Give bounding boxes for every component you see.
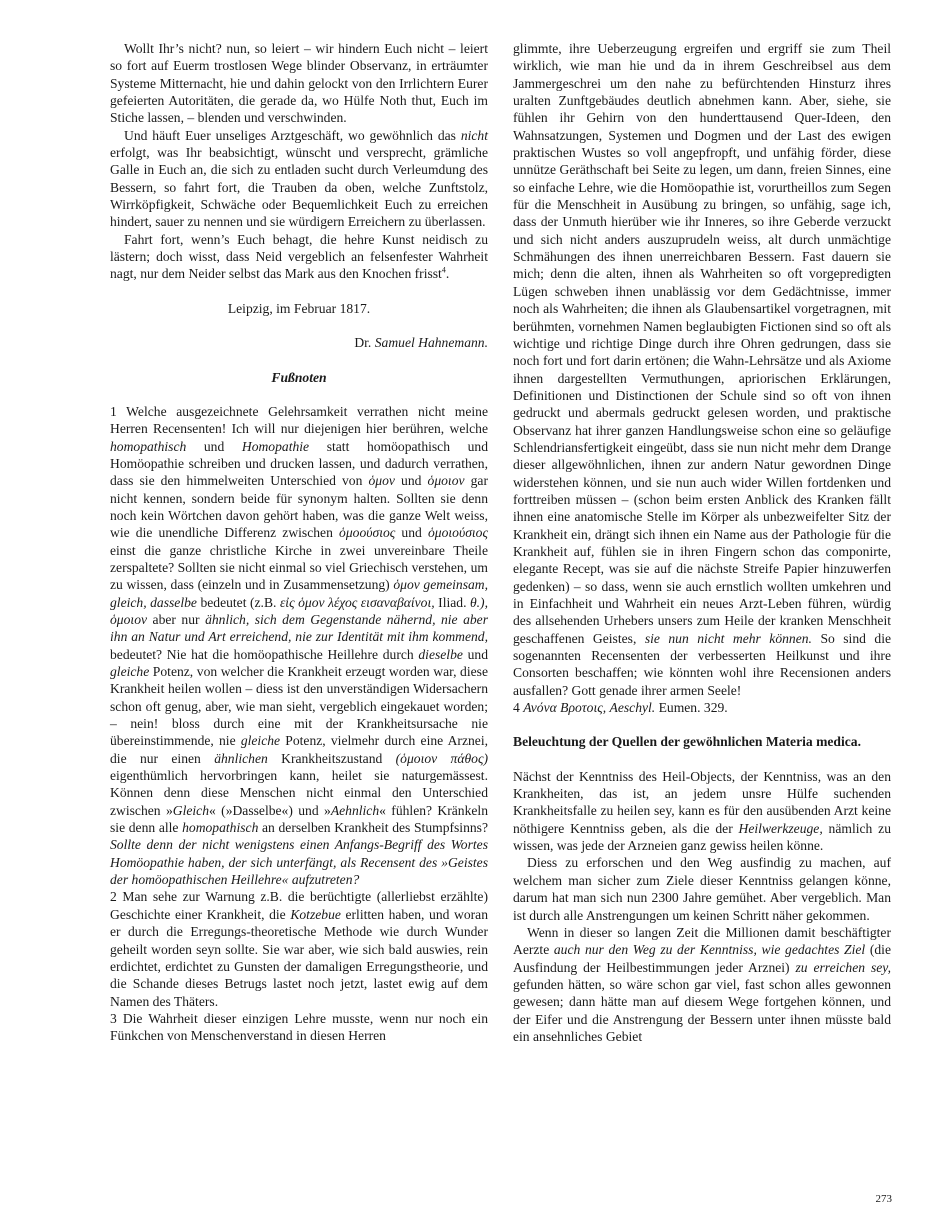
signature: Dr. Samuel Hahnemann. [354,335,488,351]
section-heading: Beleuchtung der Quellen der gewöhnlichen Materia medica. [513,734,862,750]
footnote-4: 4 Ανόνα Βροτοις, Aeschyl. Eumen. 329. [513,700,728,716]
paragraph: Wenn in dieser so langen Zeit die Millionen damit beschäftigter Aerzte auch nur den Weg zu der Kenntniss, wie gedachtes Ziel (die Ausfindung der Heilbestimmungen jeder Arznei) zu erreichen sey, gefunden hätten, so wäre schon gar viel, fast schon alles gewonnen gewesen; dann hätte man auf diesem Wege fortgehen können, und der Eifer und die Anstrengung der Bessern unter ihnen müsste bald ein ansehnliches Gebiet [513,924,891,1044]
right-column [513,40,891,1045]
footnote-ref: 4 [441,265,446,275]
footnote-3-continued: glimmte, ihre Ueberzeugung ergreifen und ergriff sie zum Theil wirklich, wie man hie und da in ihrem Geschreibsel aus dem Jammergeschrei um den nahe zu befürchtenden Hinsturz ihres uralten Zunftgebäudes deutlich abnehmen kann. Aber, siehe, sie fühlen ihr Gehirn von den hunderttausend Quer-Ideen, den Wahnsatzungen, Systemen und Dogmen und der Last des ewigen praktischen Wustes so voll angepfropft, und unfähig förder, diese unnütze Geräthschaft bei Seite zu legen, um dann, freien Sinnes, eine so einfache Lehre, wie die Homöopathie ist, vorurtheillos zum Segen für die Menschheit in Ausübung zu bringen, so unfähig, sage ich, dass der Unmuth hierüber wie ihr Inneres, so ihre Geberde verzuckt und sich nicht anders auszuprudeln weiss, alt durch unmächtige Schmähungen des ihnen unerreichbaren Bessern. Fast dauern sie mich; denn die alten, ihnen als Wahrheiten so oft vorgepredigten Lügen schweben ihnen unablässig vor dem Gedächtnisse, immer noch als Wahrheiten; die ihnen als Glaubensartikel vorgetragnen, mit berühmten, vornehmen Namen beglaubigten Fictionen sind so oft als wichtige und richtige Dinge durch ihre Ohren gedrungen, dass sie noch fort und fort darin ertönen; die Wahn-Lehrsätze und als Axiome ihnen dargestellten Vermuthungen, apriorischen Erklärungen, Definitionen und Distinctionen der Schule sind so oft von ihnen gedruckt und abermals gedruckt gelesen worden, und praktische Observanz hat ihrer ganzen Handlungsweise schon eine so geläufige Schlendriansfertigkeit eingeübt, dass sie nun nicht mehr dem Drange dieser allgewöhnlichen, ihnen zur andern Natur gewordnen Dinge widerstehen können, und sie nun auch wider Willen fortdenken und forttreiben müssen – (schon beim ersten Anblick des Kranken fällt ihnen eine anatomische Stelle im Körper als unbezweifelter Sitz der Krankheit ein, drängt sich ihnen ein Name aus der Pathologie für die Krankheit auf, fühlen sie in ihren Fingern schon das componirte, elegante Recept, was sie auf die nächste Streife Papier hinzuwerfen gedenken) – so dass, wenn sie auch ernstlich wollten umkehren und in Einfachheit und Wahrheit ein neues Arzt-Leben führen, würdig des allsehenden Urhebers unsers zum Heile der kranken Menschheit geschaffenen Geistes, sie nun nicht mehr können. So sind die sogenannten Recensenten der verbesserten Heilkunst und ihre Consorten beschaffen; wie könnten wohl ihre Recensionen anders ausfallen? Gott genade ihrer armen Seele! [513,41,892,698]
footnotes-heading: Fußnoten [271,369,327,385]
paragraph: Fahrt fort, wenn’s Euch behagt, die hehre Kunst neidisch zu lästern; doch wisst, dass Neid vergeblich an felsenfester Wahrheit nagt, nur dem Neider selbst das Mark aus den Knochen frisst$^4$. [110,231,488,282]
footnote-2: 2 Man sehe zur Warnung z.B. die berüchtigte (allerliebst erzählte) Geschichte einer Krankheit, die Kotzebue erlitten haben, und woran er durch die Erregungs-theoretische Methode wie durch Wunder geheilt worden seyn sollte. Sie war aber, wie sich bald auswies, rein erdichtet, erdichtet zu Gunsten der damaligen Erregungstheorie, und die Schande dieses Betrugs lastet noch jetzt, lastet ewig auf dem Namen des Thäters. [110,889,489,1009]
left-column [110,40,488,1045]
page-number: 273 [875,1193,892,1205]
footnote-1: 1 Welche ausgezeichnete Gelehrsamkeit verrathen nicht meine Herren Recensenten! Ich will nur diejenigen hier berühren, welche homopathisch und Homopathie statt homöopathisch und Homöopathie schreiben und drucken lassen, und dadurch verrathen, dass sie den himmelweiten Unterschied von ὁμον und ὁμοιον gar nicht kennen, sondern beide für synonym halten. Sollten sie denn noch kein Wörtchen davon gehört haben, was die ganze Welt weiss, wie die unendliche Differenz zwischen ὁμοούσιος und ὁμοιούσιος einst die ganze christliche Kirche in zwei unvereinbare Theile zerspaltete? Sollten sie nicht einmal so viel Griechisch verstehen, um zu wissen, dass (einzeln und in Zusammensetzung) ὁμον gemeinsam, gleich, dasselbe bedeutet (z.B. εἰς ὁμον λέχος εισαναβαίνοι, Iliad. θ.), ὁμοιον aber nur ähnlich, sich dem Gegenstande nähernd, nie aber ihn an Natur und Art erreichend, nie zur Identität mit ihm kommend, bedeutet? Nie hat die homöopathische Heillehre durch dieselbe und gleiche Potenz, von welcher die Krankheit erzeugt worden war, diese Krankheit heilen wollen – diess ist den unverständigen Widersachern schon oft genug, aber, wie man sieht, vergeblich eingekauet worden; – nein! bloss durch eine mit der Krankheitsursache nie übereinstimmende, nie gleiche Potenz, vielmehr durch eine Arznei, die nur einen ähnlichen Krankheitszustand (ὁμοιον πάθος) eigenthümlich hervorbringen kann, heilet sie naturgemässest. Können denn diese Menschen nicht einmal den Unterschied zwischen »Gleich« (»Dasselbe«) und »Aehnlich« fühlen? Kränkeln sie denn alle homopathisch an derselben Krankheit des Stumpfsinns? Sollte denn der nicht wenigstens einen Anfangs-Begriff des Wortes Homöopathie haben, der sich unterfängt, als Recensent des »Geistes der homöopathischen Heillehre« aufzutreten? [110,403,489,888]
paragraph: Wollt Ihr’s nicht? nun, so leiert – wir hindern Euch nicht – leiert so fort auf Euerm trostlosen Wege blinder Observanz, in erträumter Systeme Mitternacht, hie und dahin gelockt von den Irrlichtern Eurer gefeierten Autoritäten, die gerade da, wo Hülfe Noth thut, Euch im Stiche lassen, – blenden und verschwinden. [110,41,488,126]
footnote-3: 3 Die Wahrheit dieser einzigen Lehre musste, wenn nur noch ein Fünkchen von Menschenverstand in diesen Herren [110,1010,488,1044]
paragraph: Und häuft Euer unseliges Arztgeschäft, wo gewöhnlich das nicht erfolgt, was Ihr beabsichtigt, wünscht und versprecht, grämliche Galle in Euch an, die sich zu entladen sucht durch Verleumdung des Bessern, so fahrt fort, die Trauben da oben, welche Zunftstolz, Wirrköpfigkeit, Schwäche oder Bequemlichkeit Euch zu erreichen hindert, sauer zu nennen und sie würdigern Erreichern zu überlassen. [110,127,488,230]
paragraph: Nächst der Kenntniss des Heil-Objects, der Kenntniss, was an den Krankheiten, das ist, an jedem unsre Hülfe suchenden Krankheitsfalle zu heilen sey, kann es für den ausübenden Arzt keine nöthigere Kenntniss geben, als die der Heilwerkzeuge, nämlich zu wissen, was jede der Arzneien ganz gewiss heilen könne. [513,768,891,854]
paragraph: Diess zu erforschen und den Weg ausfindig zu machen, auf welchem man sicher zum Ziele dieser Kenntniss gelangen könne, darum hat man sich nun 2300 Jahre gemühet. Aber vergeblich. Man ist durch alle Anstrengungen um keinen Schritt näher gekommen. [513,855,891,923]
place-date: Leipzig, im Februar 1817. [227,300,371,316]
